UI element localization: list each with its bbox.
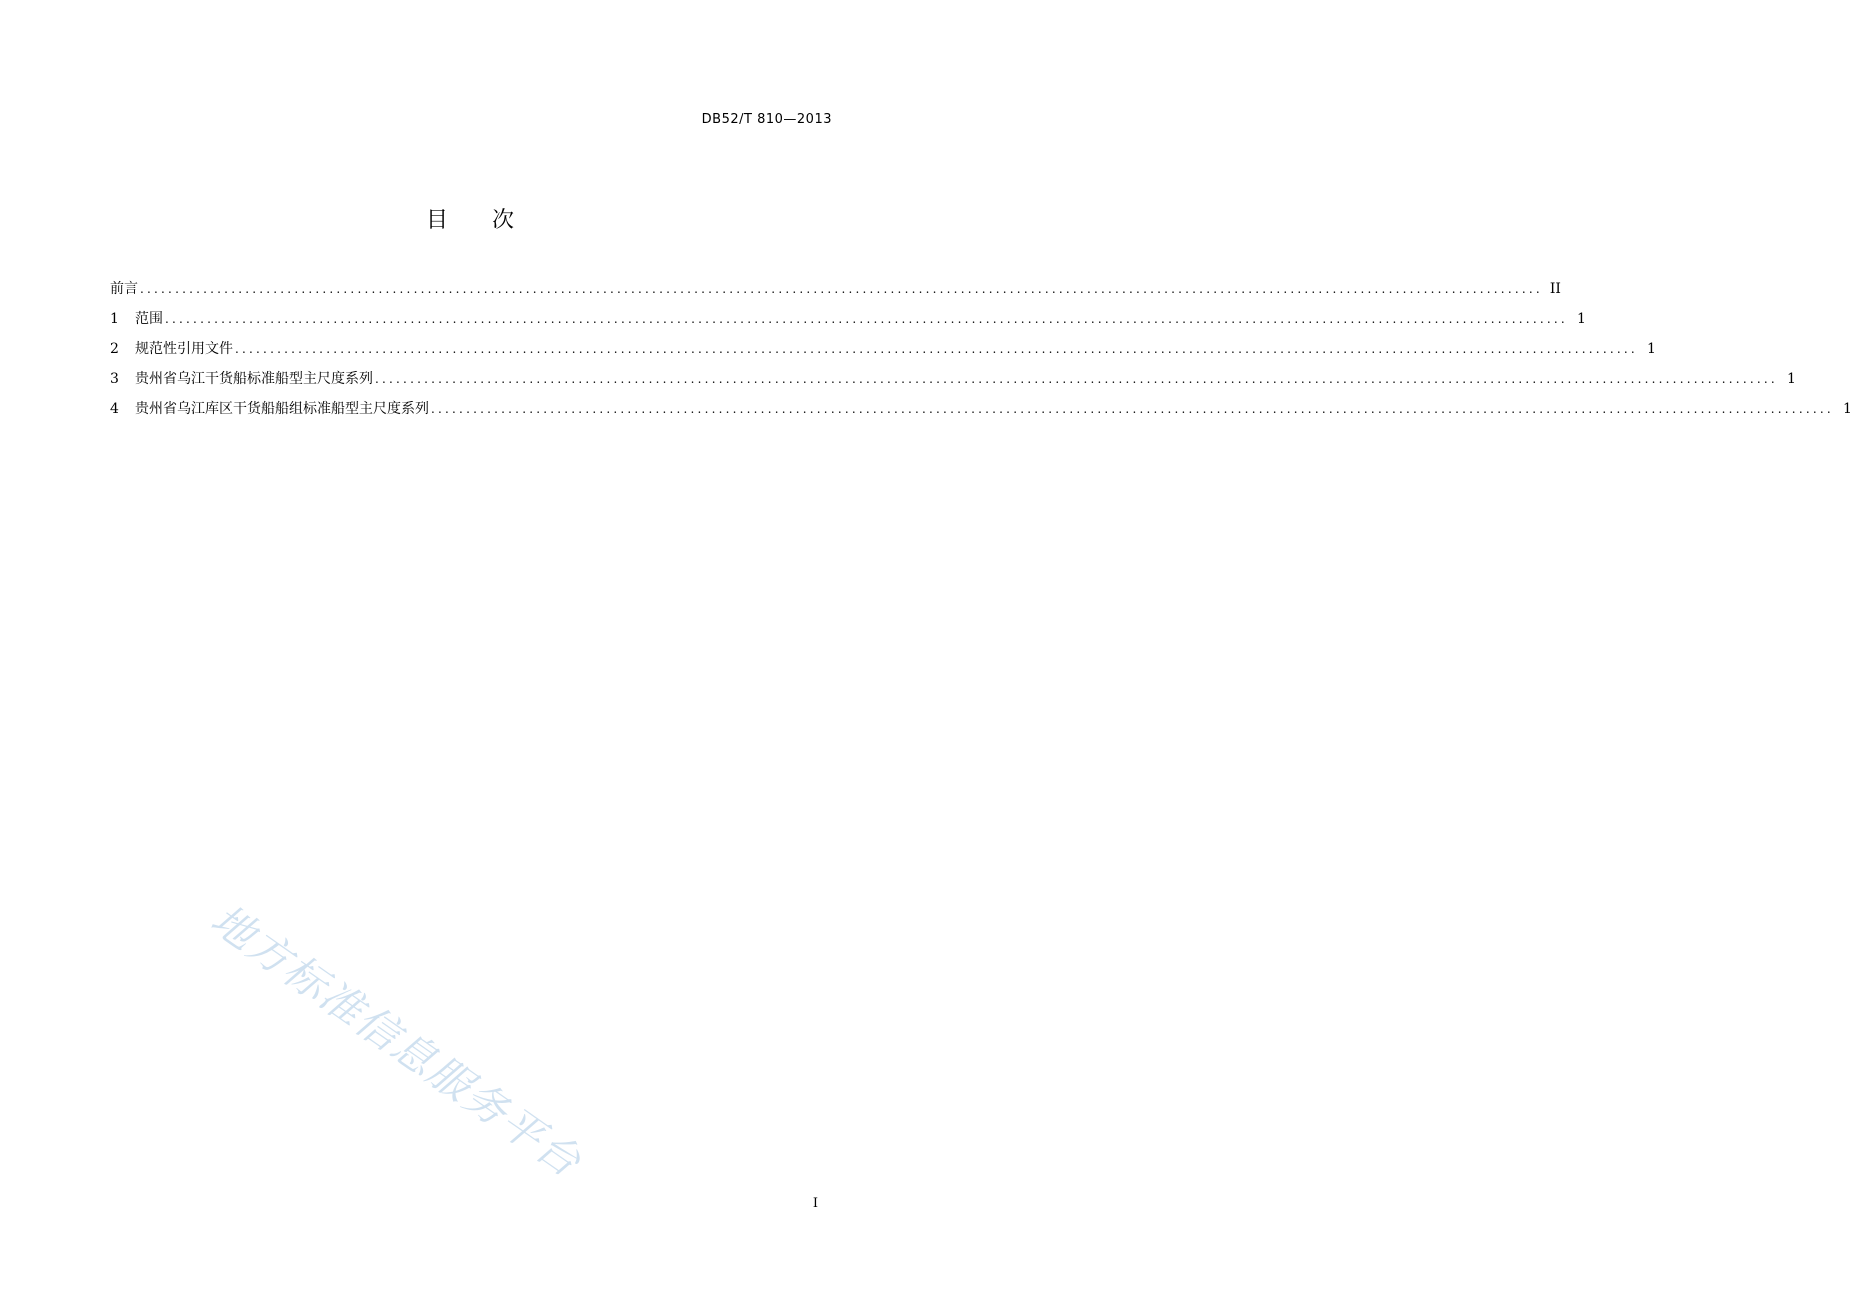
toc-leader-dots: ........................................................................................................................................................................................................ <box>431 402 1834 416</box>
toc-entry-page: 1 <box>1576 311 1586 327</box>
toc-entry-label: 范围 <box>135 311 163 327</box>
toc-leader-dots: ........................................................................................................................................................................................................ <box>375 372 1778 386</box>
toc-entry-number: 1 <box>110 311 119 327</box>
table-of-contents <box>110 279 1852 429</box>
document-code: DB52/T 810—2013 <box>701 112 832 127</box>
toc-entry-number: 2 <box>110 341 119 357</box>
toc-title <box>0 203 940 234</box>
toc-entry-label: 前言 <box>110 281 138 297</box>
toc-entry-foreword[interactable] <box>110 279 1561 309</box>
toc-title-part2: 次 <box>492 208 515 233</box>
toc-entry-page: 1 <box>1786 371 1796 387</box>
watermark-text: 地方标准信息服务平台 <box>202 894 591 1188</box>
toc-entry-label: 贵州省乌江库区干货船船组标准船型主尺度系列 <box>135 401 429 417</box>
toc-entry-section-4[interactable] <box>110 399 1852 429</box>
toc-entry-number: 4 <box>110 401 119 417</box>
toc-entry-page: II <box>1549 281 1561 297</box>
toc-entry-section-3[interactable] <box>110 369 1796 399</box>
toc-leader-dots: ........................................................................................................................................................................................................ <box>140 282 1543 296</box>
toc-entry-scope[interactable] <box>110 309 1586 339</box>
toc-entry-page: 1 <box>1646 341 1656 357</box>
page-number: I <box>812 1196 818 1211</box>
toc-leader-dots: ........................................................................................................................................................................................................ <box>165 312 1568 326</box>
toc-entry-label: 贵州省乌江干货船标准船型主尺度系列 <box>135 371 373 387</box>
toc-leader-dots: ........................................................................................................................................................................................................ <box>235 342 1638 356</box>
toc-entry-number: 3 <box>110 371 119 387</box>
toc-title-part1: 目 <box>425 208 448 233</box>
toc-entry-page: 1 <box>1842 401 1852 417</box>
toc-entry-label: 规范性引用文件 <box>135 341 233 357</box>
toc-entry-normative-references[interactable] <box>110 339 1656 369</box>
